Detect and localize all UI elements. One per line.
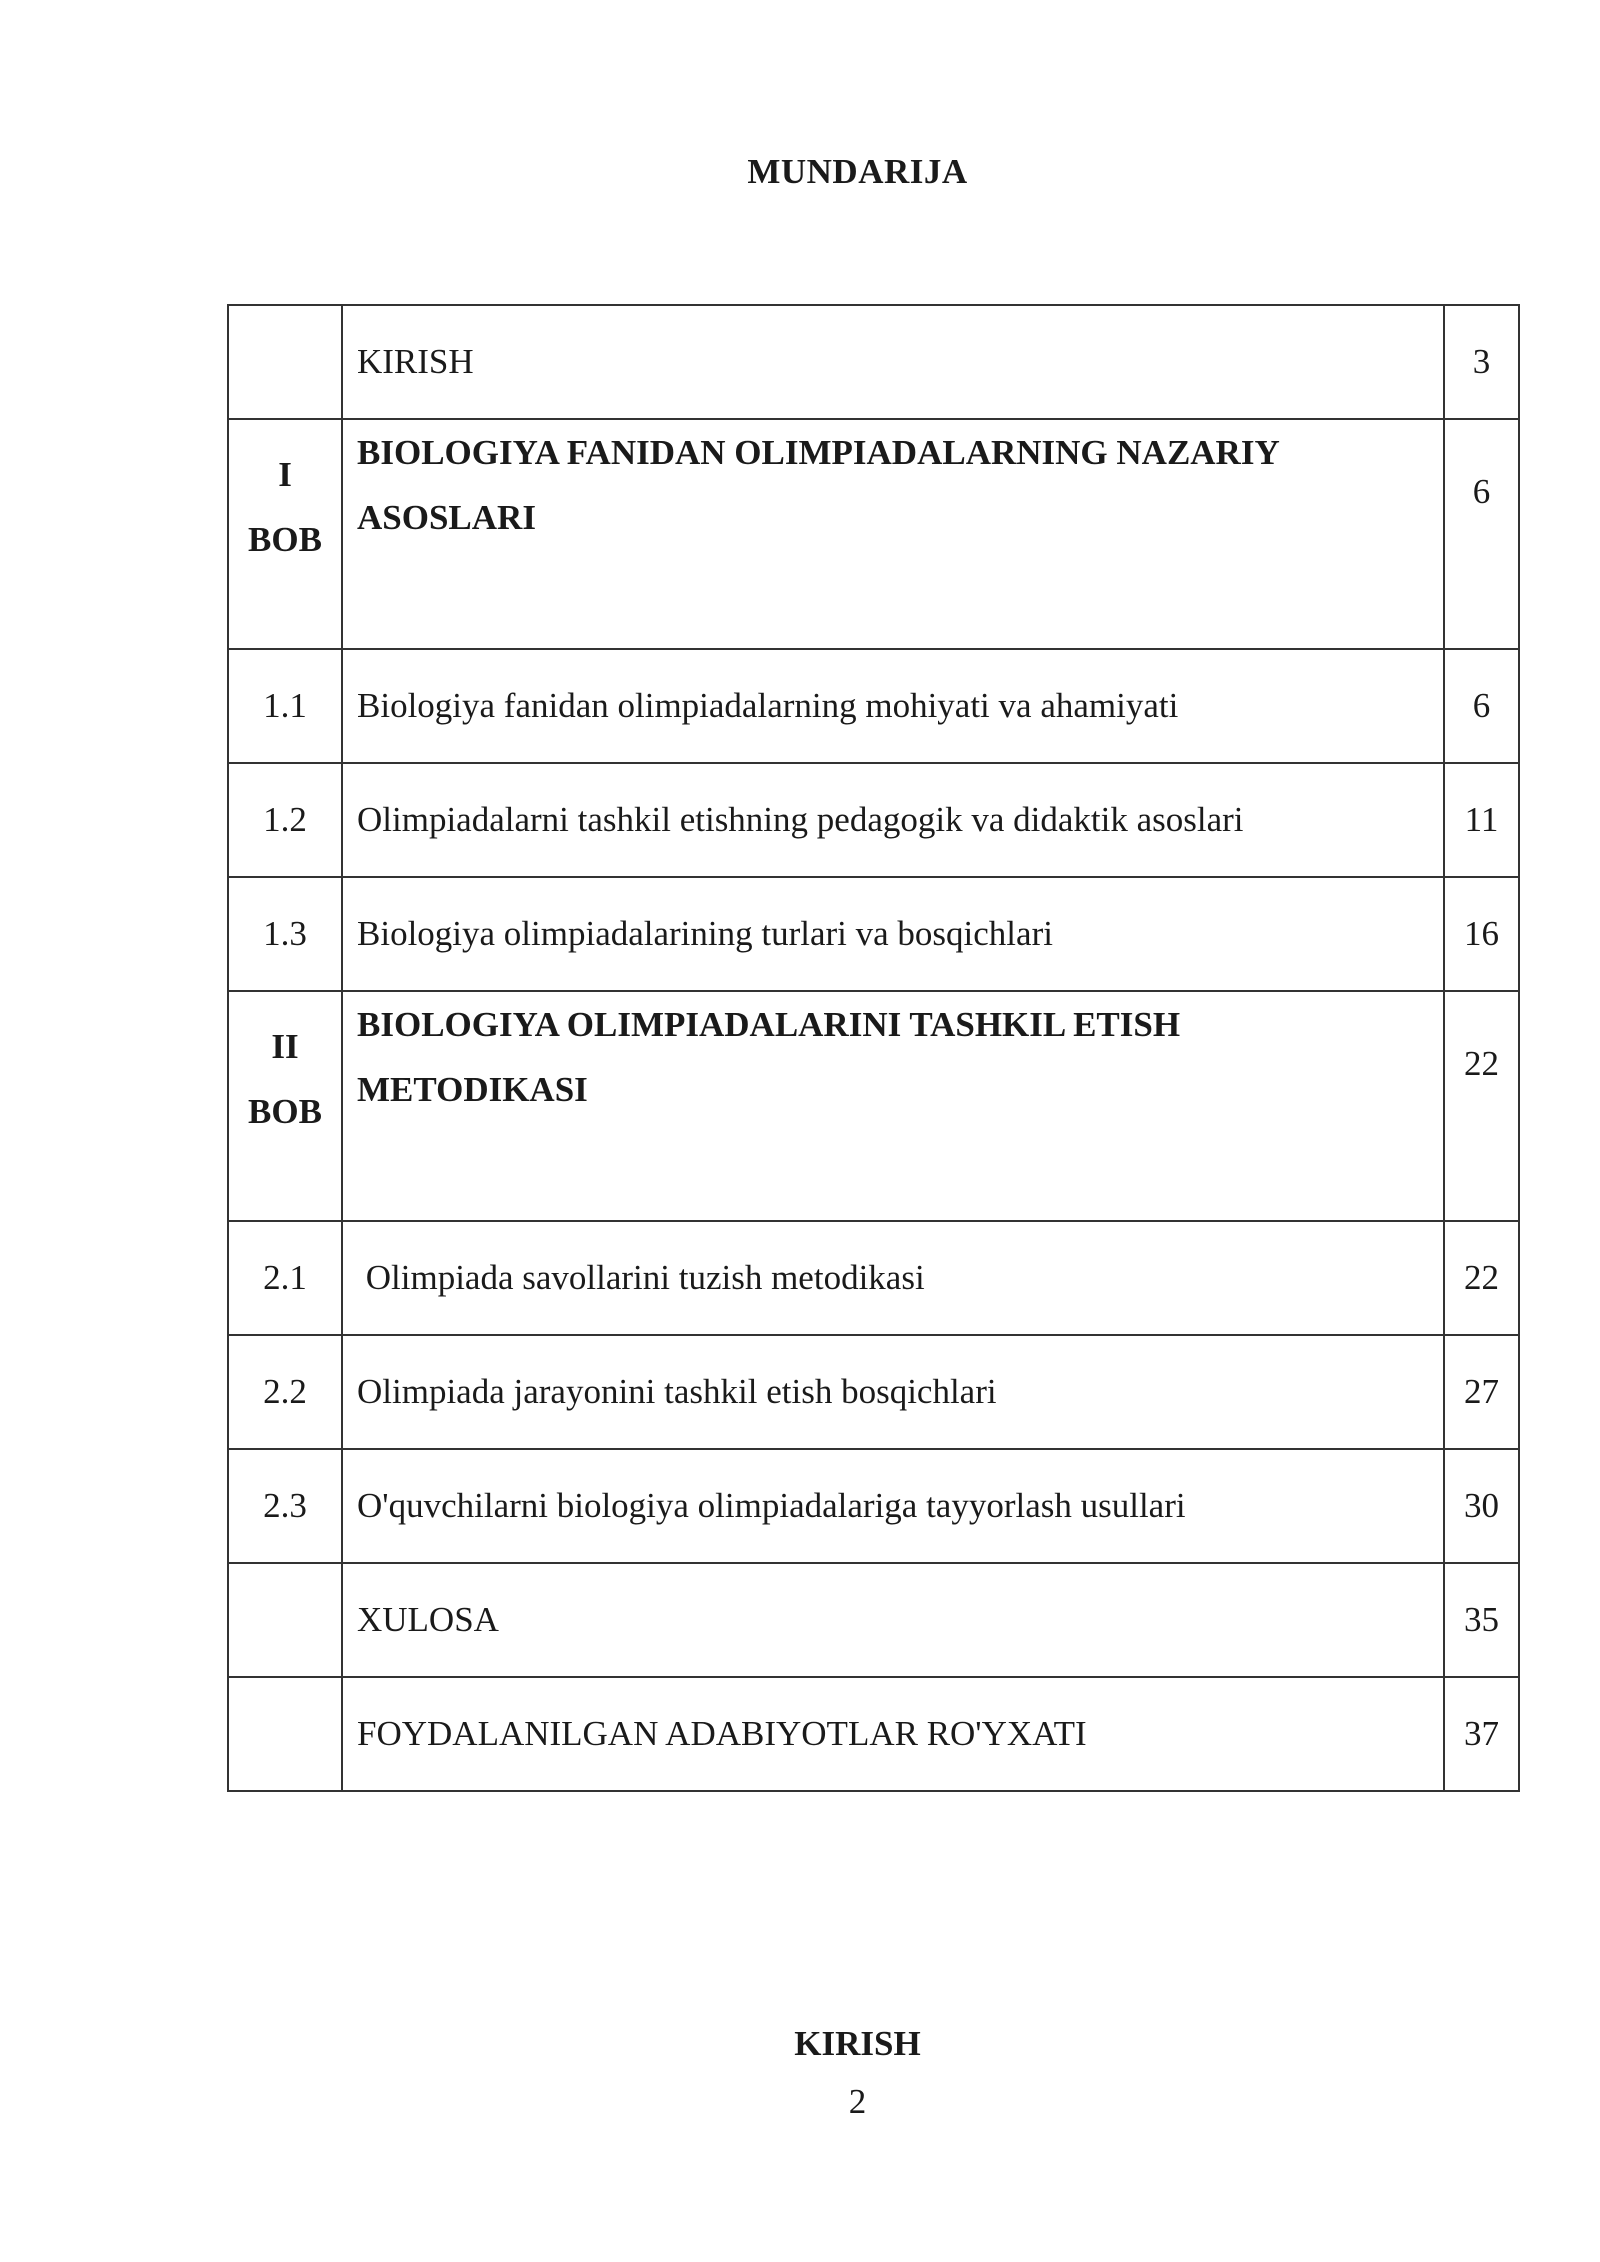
chapter-bob: BOB — [248, 520, 322, 559]
section-heading: KIRISH — [794, 2024, 921, 2063]
page-title: MUNDARIJA — [747, 152, 968, 191]
toc-number — [228, 305, 342, 419]
toc-chapter-row — [228, 419, 1519, 649]
chapter-title-line: BIOLOGIYA FANIDAN OLIMPIADALARNING NAZARIY — [357, 433, 1280, 472]
toc-title: XULOSA — [342, 1563, 1444, 1677]
toc-number: 1.1 — [228, 649, 342, 763]
toc-chapter-number — [228, 991, 342, 1221]
toc-page: 37 — [1444, 1677, 1519, 1791]
toc-number: 1.3 — [228, 877, 342, 991]
toc-page: 16 — [1444, 877, 1519, 991]
toc-page: 30 — [1444, 1449, 1519, 1563]
toc-row — [228, 1221, 1519, 1335]
toc-title: Olimpiada jarayonini tashkil etish bosqichlari — [342, 1335, 1444, 1449]
toc-title: Olimpiada savollarini tuzish metodikasi — [342, 1221, 1444, 1335]
toc-chapter-row — [228, 991, 1519, 1221]
toc-number — [228, 1677, 342, 1791]
toc-page: 35 — [1444, 1563, 1519, 1677]
chapter-title-line: BIOLOGIYA OLIMPIADALARINI TASHKIL ETISH — [357, 1005, 1181, 1044]
toc-title: O'quvchilarni biologiya olimpiadalariga tayyorlash usullari — [342, 1449, 1444, 1563]
toc-row — [228, 1563, 1519, 1677]
chapter-roman: II — [271, 1027, 299, 1066]
toc-row — [228, 649, 1519, 763]
toc-page: 6 — [1444, 419, 1519, 649]
toc-chapter-title — [342, 419, 1444, 649]
page-number: 2 — [848, 2082, 867, 2121]
chapter-bob: BOB — [248, 1092, 322, 1131]
chapter-roman: I — [278, 455, 292, 494]
toc-row — [228, 305, 1519, 419]
toc-number: 2.1 — [228, 1221, 342, 1335]
toc-title: Biologiya fanidan olimpiadalarning mohiyati va ahamiyati — [342, 649, 1444, 763]
toc-row — [228, 1677, 1519, 1791]
toc-title: FOYDALANILGAN ADABIYOTLAR RO'YXATI — [342, 1677, 1444, 1791]
toc-title: Biologiya olimpiadalarining turlari va bosqichlari — [342, 877, 1444, 991]
toc-row — [228, 877, 1519, 991]
toc-page: 22 — [1444, 1221, 1519, 1335]
toc-number: 2.2 — [228, 1335, 342, 1449]
toc-page: 11 — [1444, 763, 1519, 877]
toc-row — [228, 1335, 1519, 1449]
toc-chapter-number — [228, 419, 342, 649]
toc-number: 2.3 — [228, 1449, 342, 1563]
toc-chapter-title — [342, 991, 1444, 1221]
toc-row — [228, 763, 1519, 877]
chapter-title-line: METODIKASI — [357, 1070, 588, 1109]
toc-page: 6 — [1444, 649, 1519, 763]
toc-page: 3 — [1444, 305, 1519, 419]
toc-page: 27 — [1444, 1335, 1519, 1449]
toc-page: 22 — [1444, 991, 1519, 1221]
toc-number: 1.2 — [228, 763, 342, 877]
toc-row — [228, 1449, 1519, 1563]
toc-title: KIRISH — [342, 305, 1444, 419]
table-of-contents — [227, 304, 1520, 1792]
chapter-title-line: ASOSLARI — [357, 498, 536, 537]
toc-number — [228, 1563, 342, 1677]
toc-title: Olimpiadalarni tashkil etishning pedagogik va didaktik asoslari — [342, 763, 1444, 877]
